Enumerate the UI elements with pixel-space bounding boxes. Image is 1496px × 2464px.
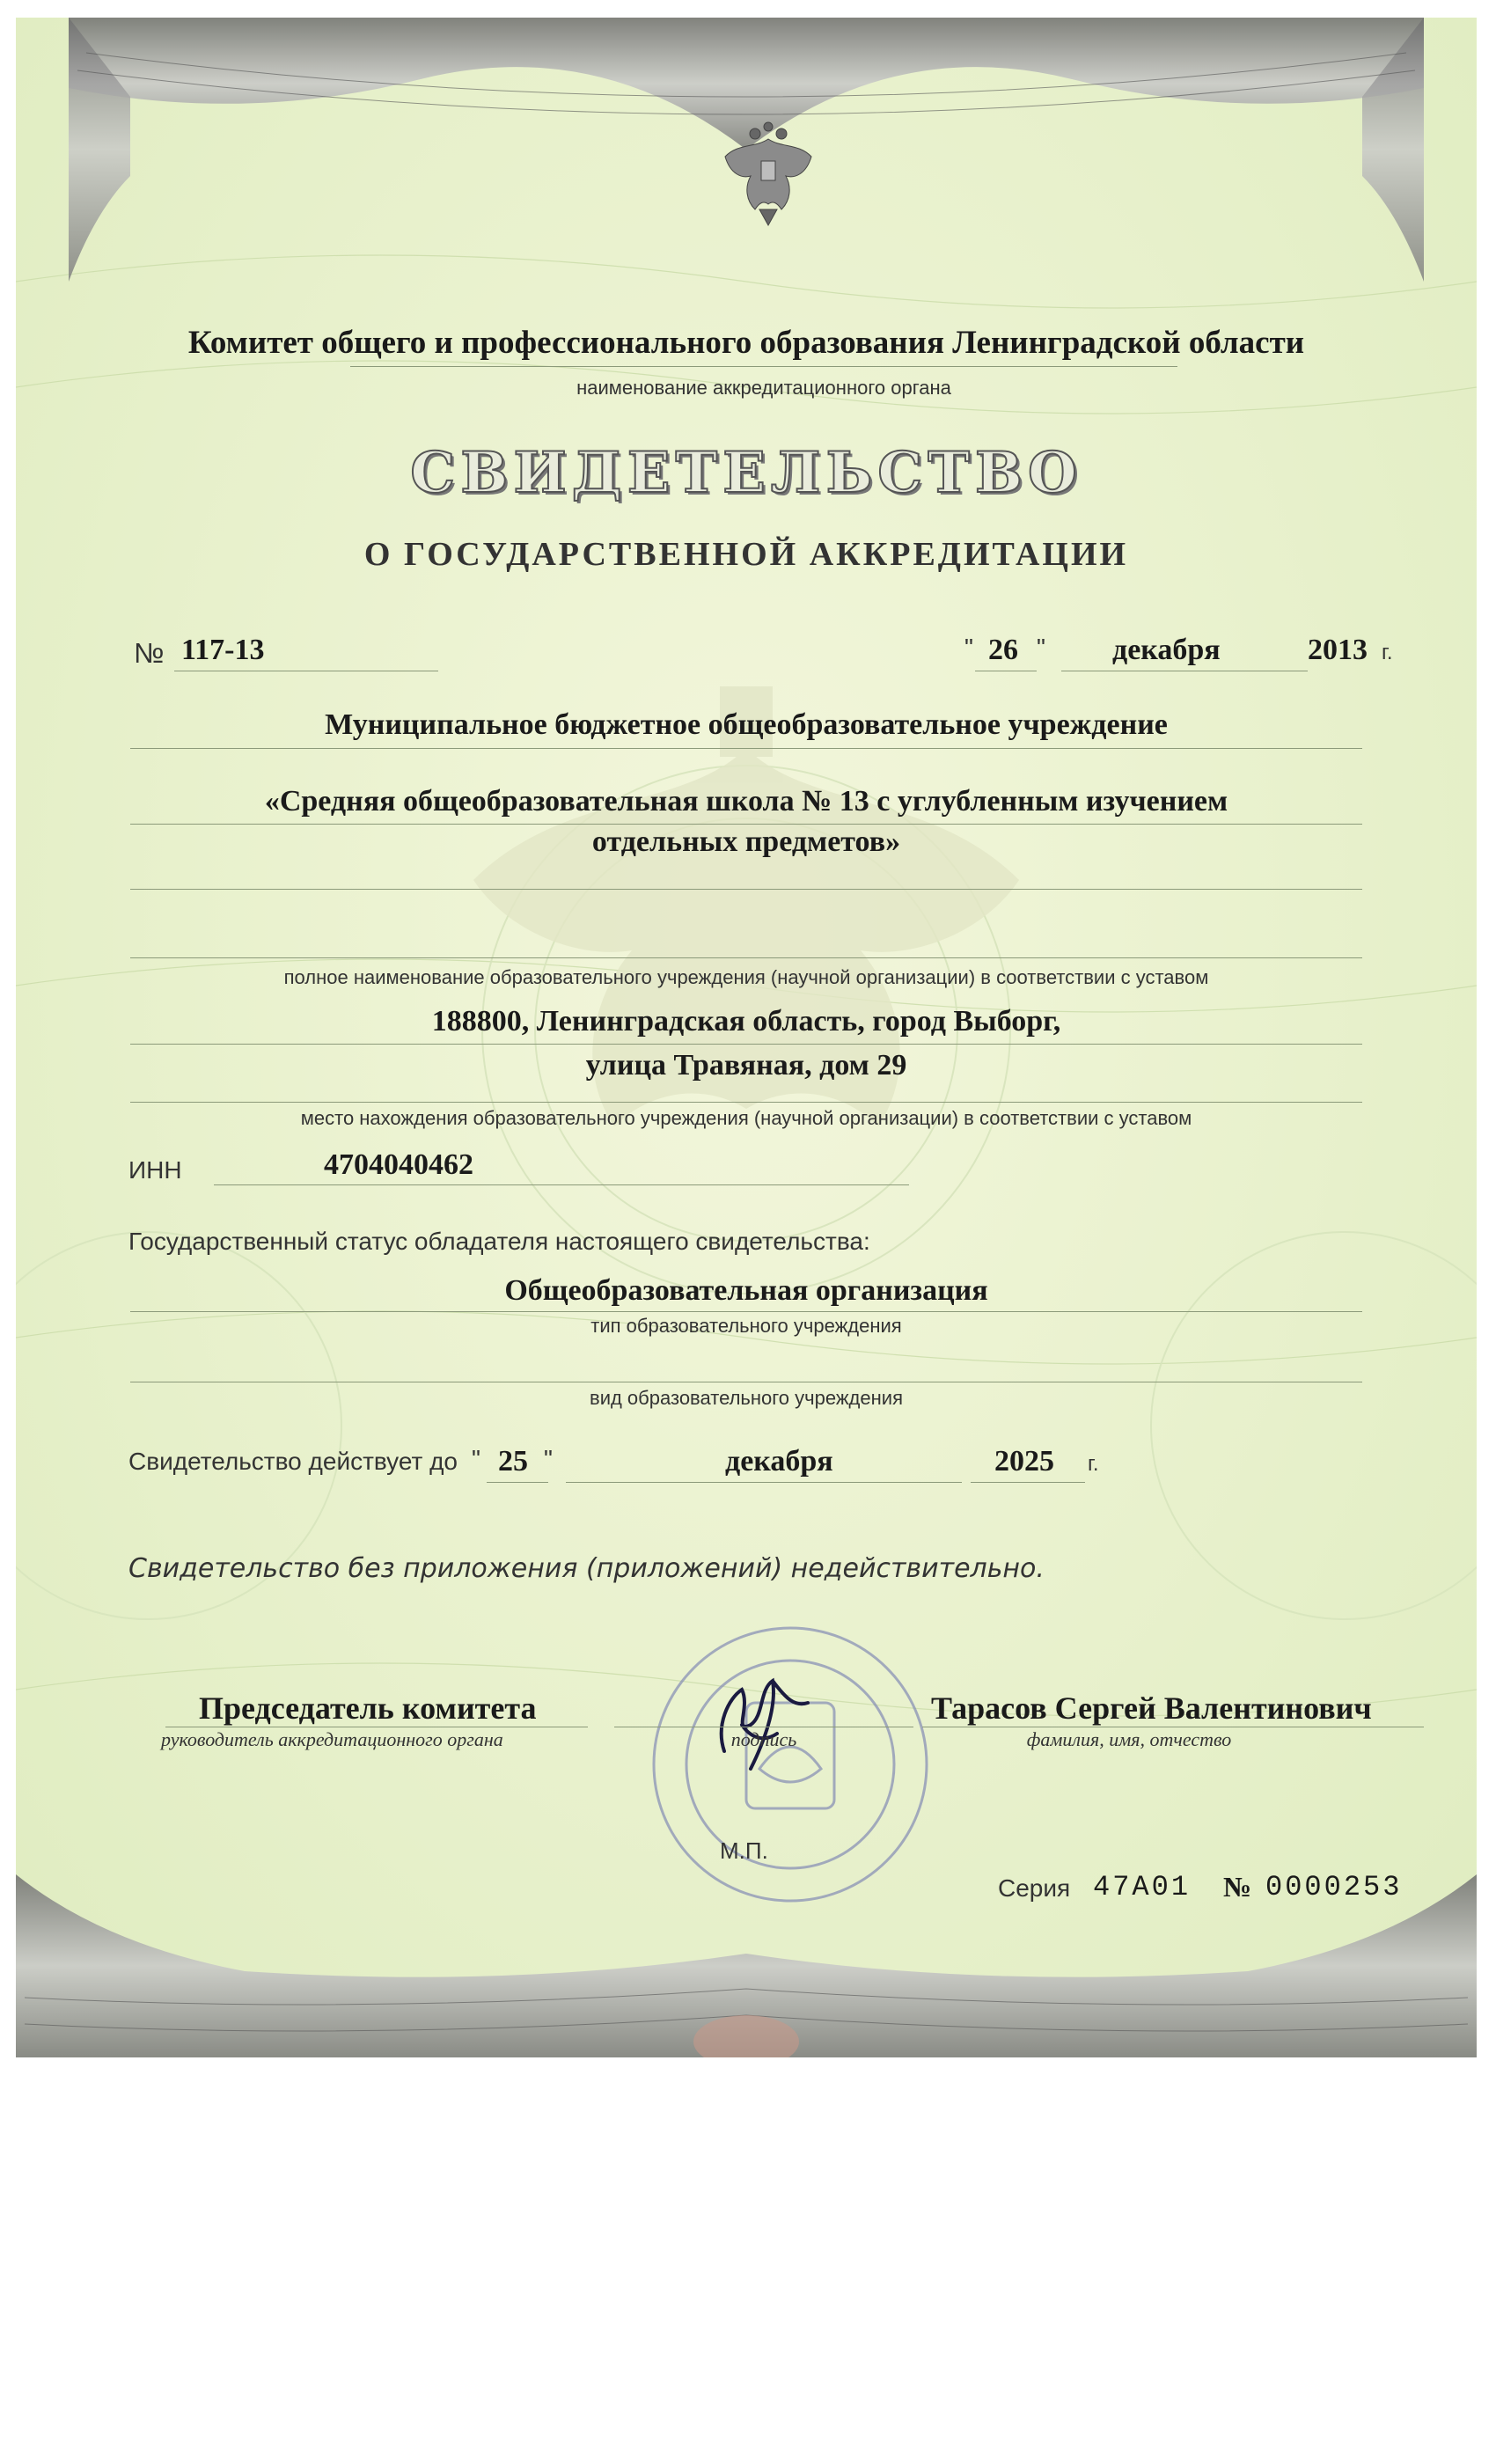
issue-quote-close: " [1037, 634, 1045, 661]
coat-of-arms-emblem [720, 121, 817, 227]
valid-month: декабря [725, 1445, 833, 1478]
inn-underline [214, 1184, 909, 1185]
inn-label: ИНН [128, 1156, 182, 1184]
valid-year-suffix: г. [1088, 1452, 1099, 1476]
valid-day-underline [487, 1482, 548, 1483]
status-type-caption: тип образовательного учреждения [590, 1315, 902, 1337]
inn-value: 4704040462 [324, 1148, 473, 1181]
seal-caption: М.П. [720, 1837, 768, 1864]
name-caption: фамилия, имя, отчество [1026, 1728, 1232, 1750]
address-line-2: улица Травяная, дом 29 [585, 1049, 907, 1082]
organization-line-3: отдельных предметов» [591, 825, 901, 858]
authority-underline [350, 366, 1177, 367]
status-underline [130, 1311, 1362, 1312]
address-caption: место нахождения образовательного учреждения (научной организации) в соответствии с уставом [300, 1107, 1192, 1129]
valid-quote-open: " [472, 1445, 480, 1472]
status-value: Общеобразовательная организация [504, 1274, 988, 1307]
series-number-value: 0000253 [1265, 1871, 1403, 1903]
valid-year: 2025 [994, 1445, 1054, 1478]
address-line-2-underline [130, 1102, 1362, 1103]
issue-month: декабря [1112, 634, 1221, 666]
signatory-position: Председатель комитета [199, 1690, 537, 1726]
series-number-label: № [1223, 1871, 1252, 1903]
issue-year-suffix: г. [1382, 641, 1393, 664]
organization-line-2: «Средняя общеобразовательная школа № 13 с углубленным изучением [264, 785, 1228, 818]
series-value: 47А01 [1093, 1871, 1192, 1903]
authority-caption: наименование аккредитационного органа [576, 377, 951, 399]
issue-year: 2013 [1308, 634, 1368, 666]
position-caption: руководитель аккредитационного органа [161, 1728, 503, 1750]
address-line-1-underline [130, 1044, 1362, 1045]
signature-caption: подпись [730, 1728, 797, 1750]
valid-month-underline [566, 1482, 962, 1483]
valid-year-underline [971, 1482, 1085, 1483]
valid-until-label: Свидетельство действует до [128, 1448, 458, 1475]
valid-quote-close: " [544, 1445, 553, 1472]
series-label: Серия [998, 1874, 1071, 1902]
signatory-name: Тарасов Сергей Валентинович [931, 1690, 1372, 1726]
certificate-sheet [16, 18, 1477, 2057]
issue-quote-open: " [964, 634, 973, 661]
org-line-2-underline [130, 824, 1362, 825]
handwritten-signature [689, 1654, 830, 1795]
number-prefix: № [134, 637, 165, 669]
validity-note: Свидетельство без приложения (приложений) недействительно. [128, 1553, 1045, 1584]
organization-caption: полное наименование образовательного учреждения (научной организации) в соответствии с уставом [283, 966, 1209, 988]
certificate-title: СВИДЕТЕЛЬСТВО [410, 440, 1082, 506]
certificate-subtitle: О ГОСУДАРСТВЕННОЙ АККРЕДИТАЦИИ [363, 536, 1129, 573]
status-label: Государственный статус обладателя настоящего свидетельства: [128, 1228, 870, 1255]
org-line-4-underline [130, 957, 1362, 958]
valid-day: 25 [498, 1445, 528, 1478]
authority-name: Комитет общего и профессионального образования Ленинградской области [187, 325, 1305, 361]
organization-line-1: Муниципальное бюджетное общеобразовательное учреждение [325, 708, 1168, 741]
org-line-3-underline [130, 889, 1362, 890]
org-line-1-underline [130, 748, 1362, 749]
status-kind-caption: вид образовательного учреждения [590, 1387, 903, 1409]
issue-day: 26 [988, 634, 1018, 666]
address-line-1: 188800, Ленинградская область, город Выборг, [431, 1005, 1061, 1038]
certificate-number: 117-13 [181, 634, 265, 666]
